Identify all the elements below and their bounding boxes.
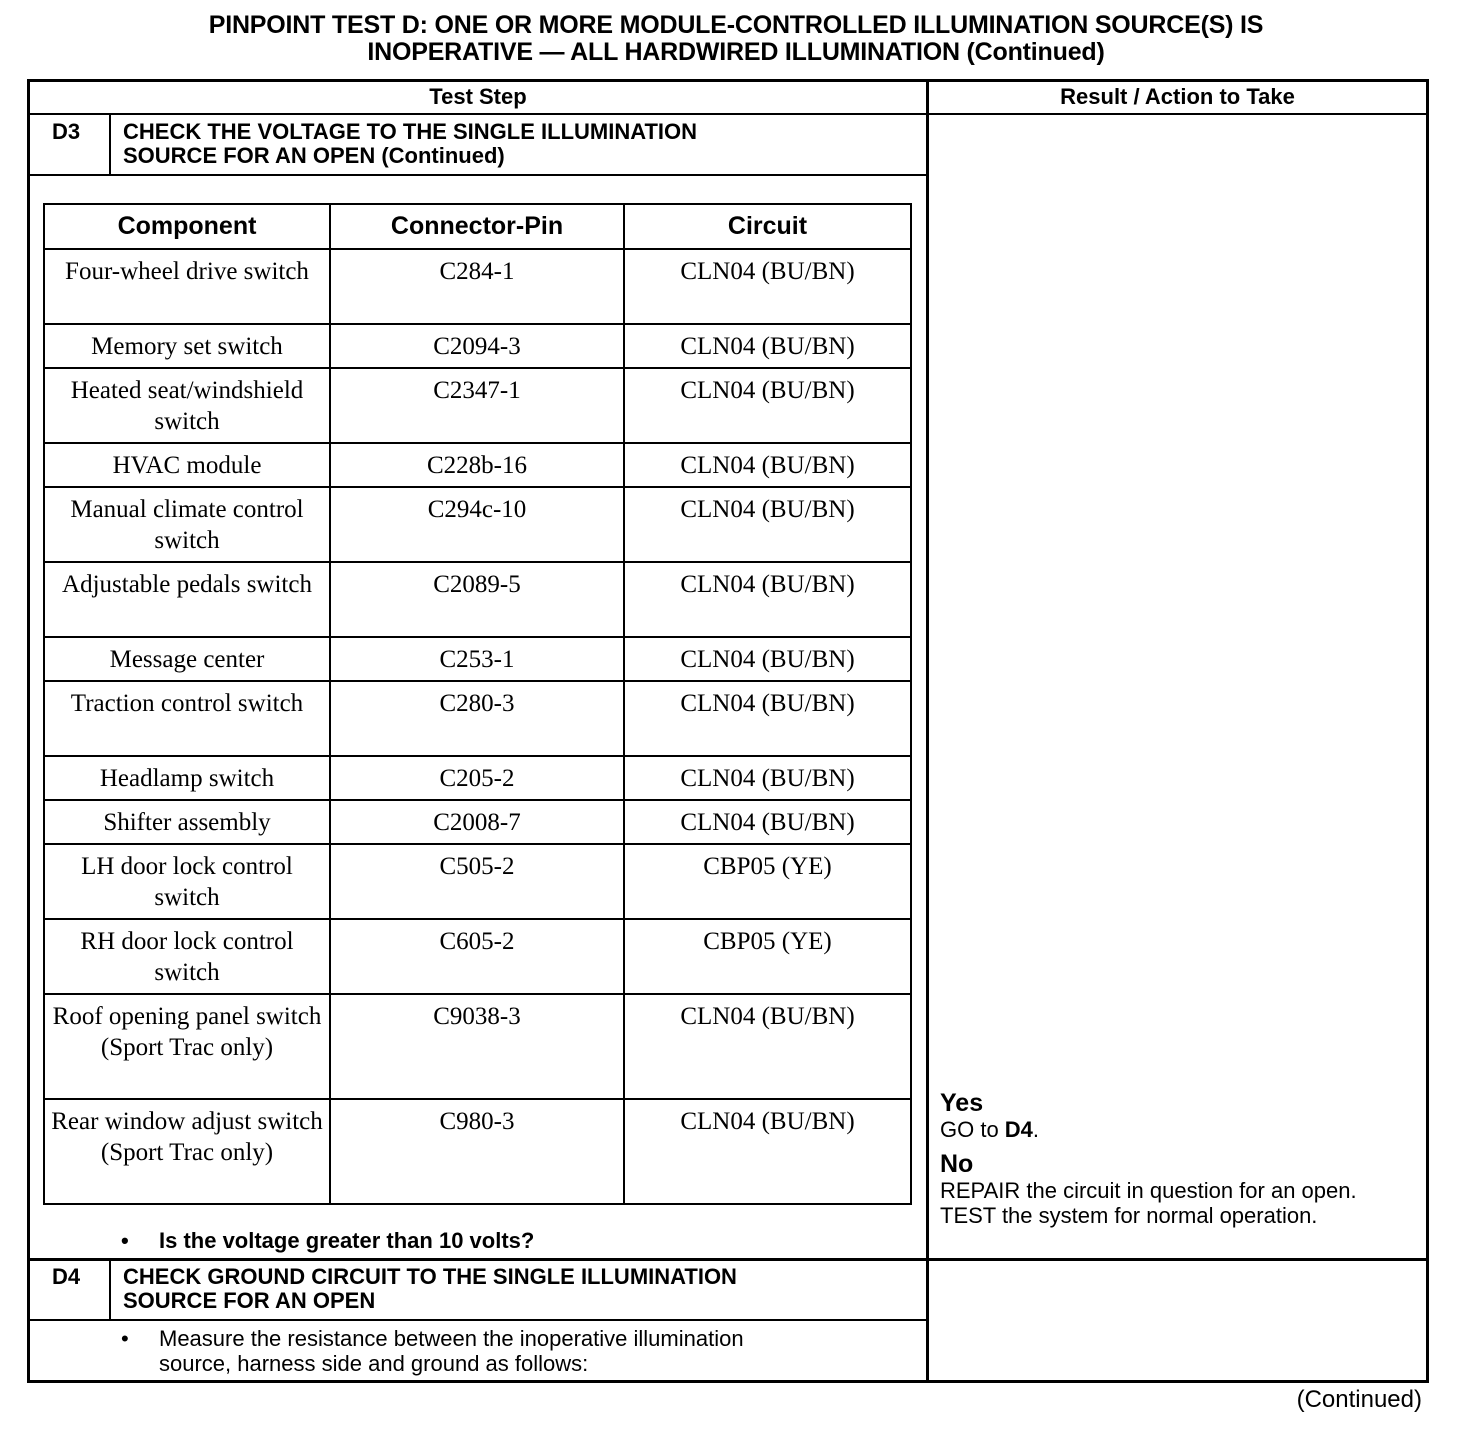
- d3-question-text: Is the voltage greater than 10 volts?: [159, 1228, 535, 1253]
- table-row: [44, 368, 911, 443]
- cell-connector-pin: C205-2: [330, 756, 624, 800]
- cell-connector-pin: C280-3: [330, 681, 624, 756]
- table-row: [44, 1099, 911, 1204]
- header-result-action: Result / Action to Take: [1060, 84, 1295, 109]
- cell-component: Adjustable pedals switch: [44, 562, 330, 637]
- cell-component: RH door lock control switch: [44, 919, 330, 994]
- header-rule: [28, 113, 1428, 115]
- page-title: [0, 12, 1472, 66]
- cell-component: LH door lock control switch: [44, 844, 330, 919]
- step-id-d4: D4: [52, 1264, 81, 1289]
- cell-component: Headlamp switch: [44, 756, 330, 800]
- cell-connector-pin: C253-1: [330, 637, 624, 681]
- table-row: [44, 443, 911, 487]
- table-row: [44, 249, 911, 324]
- table-row: [44, 562, 911, 637]
- cell-component: Manual climate control switch: [44, 487, 330, 562]
- step-title-d3-line1: CHECK THE VOLTAGE TO THE SINGLE ILLUMINATION: [123, 119, 698, 144]
- table-row: [44, 681, 911, 756]
- cell-connector-pin: C605-2: [330, 919, 624, 994]
- connector-table: [43, 203, 912, 1205]
- result-yes-label: Yes: [940, 1089, 984, 1117]
- result-yes-prefix: GO to: [940, 1117, 1005, 1142]
- step-title-d3: [123, 120, 697, 168]
- cell-circuit: CBP05 (YE): [624, 919, 911, 994]
- cell-connector-pin: C228b-16: [330, 443, 624, 487]
- step-id-d3: D3: [52, 119, 81, 144]
- header-test-step: Test Step: [429, 84, 527, 109]
- cell-component: Traction control switch: [44, 681, 330, 756]
- d3-results: [940, 1090, 1410, 1228]
- page-title-line2: INOPERATIVE — ALL HARDWIRED ILLUMINATION (Continued): [367, 38, 1105, 66]
- result-yes-suffix: .: [1032, 1117, 1040, 1142]
- d3-title-rule: [28, 174, 928, 176]
- cell-connector-pin: C980-3: [330, 1099, 624, 1204]
- cell-connector-pin: C9038-3: [330, 994, 624, 1099]
- cell-component: Shifter assembly: [44, 800, 330, 844]
- step-title-d3-line2: SOURCE FOR AN OPEN (Continued): [123, 143, 505, 168]
- d4-id-divider: [109, 1261, 111, 1320]
- d4-title-rule: [28, 1319, 928, 1321]
- cell-component: Roof opening panel switch (Sport Trac only): [44, 994, 330, 1099]
- cell-circuit: CLN04 (BU/BN): [624, 800, 911, 844]
- d4-instruction-text: [159, 1326, 744, 1376]
- cell-circuit: CLN04 (BU/BN): [624, 637, 911, 681]
- cell-component: Rear window adjust switch (Sport Trac only): [44, 1099, 330, 1204]
- d4-instruction-line2: source, harness side and ground as follows:: [159, 1351, 589, 1376]
- cell-connector-pin: C2094-3: [330, 324, 624, 368]
- cell-connector-pin: C505-2: [330, 844, 624, 919]
- cell-connector-pin: C294c-10: [330, 487, 624, 562]
- cell-connector-pin: C284-1: [330, 249, 624, 324]
- cell-circuit: CLN04 (BU/BN): [624, 756, 911, 800]
- table-row: [44, 637, 911, 681]
- continued-label: (Continued): [1296, 1386, 1422, 1413]
- cell-component: HVAC module: [44, 443, 330, 487]
- cell-circuit: CLN04 (BU/BN): [624, 562, 911, 637]
- step-separator: [28, 1258, 1428, 1261]
- result-yes-action: [940, 1117, 1410, 1142]
- cell-circuit: CLN04 (BU/BN): [624, 994, 911, 1099]
- cell-component: Four-wheel drive switch: [44, 249, 330, 324]
- d4-instruction-line1: Measure the resistance between the inoperative illumination: [159, 1326, 744, 1351]
- cell-connector-pin: C2089-5: [330, 562, 624, 637]
- bullet-icon: •: [121, 1228, 129, 1253]
- cell-circuit: CLN04 (BU/BN): [624, 1099, 911, 1204]
- table-row: [44, 844, 911, 919]
- table-row: [44, 487, 911, 562]
- cell-circuit: CLN04 (BU/BN): [624, 443, 911, 487]
- table-row: [44, 324, 911, 368]
- cell-circuit: CLN04 (BU/BN): [624, 368, 911, 443]
- result-no-action: REPAIR the circuit in question for an open. TEST the system for normal operation.: [940, 1178, 1357, 1228]
- table-row: [44, 800, 911, 844]
- cell-circuit: CLN04 (BU/BN): [624, 681, 911, 756]
- d3-id-divider: [109, 115, 111, 175]
- step-title-d4: [123, 1265, 737, 1313]
- result-no-label: No: [940, 1150, 974, 1178]
- cell-circuit: CBP05 (YE): [624, 844, 911, 919]
- table-row: [44, 756, 911, 800]
- column-header-connector-pin: Connector-Pin: [330, 204, 624, 249]
- cell-circuit: CLN04 (BU/BN): [624, 249, 911, 324]
- page-title-line1: PINPOINT TEST D: ONE OR MORE MODULE-CONTROLLED ILLUMINATION SOURCE(S) IS: [208, 11, 1264, 39]
- cell-component: Memory set switch: [44, 324, 330, 368]
- cell-component: Message center: [44, 637, 330, 681]
- bullet-icon: •: [121, 1326, 129, 1351]
- column-header-component: Component: [44, 204, 330, 249]
- cell-connector-pin: C2347-1: [330, 368, 624, 443]
- table-row: [44, 919, 911, 994]
- step-title-d4-line1: CHECK GROUND CIRCUIT TO THE SINGLE ILLUMINATION: [123, 1264, 737, 1289]
- column-header-circuit: Circuit: [624, 204, 911, 249]
- cell-circuit: CLN04 (BU/BN): [624, 487, 911, 562]
- column-divider: [926, 80, 929, 1382]
- table-header-row: [44, 204, 911, 249]
- cell-connector-pin: C2008-7: [330, 800, 624, 844]
- cell-circuit: CLN04 (BU/BN): [624, 324, 911, 368]
- table-row: [44, 994, 911, 1099]
- result-yes-target: D4: [1004, 1117, 1033, 1142]
- cell-component: Heated seat/windshield switch: [44, 368, 330, 443]
- step-title-d4-line2: SOURCE FOR AN OPEN: [123, 1288, 376, 1313]
